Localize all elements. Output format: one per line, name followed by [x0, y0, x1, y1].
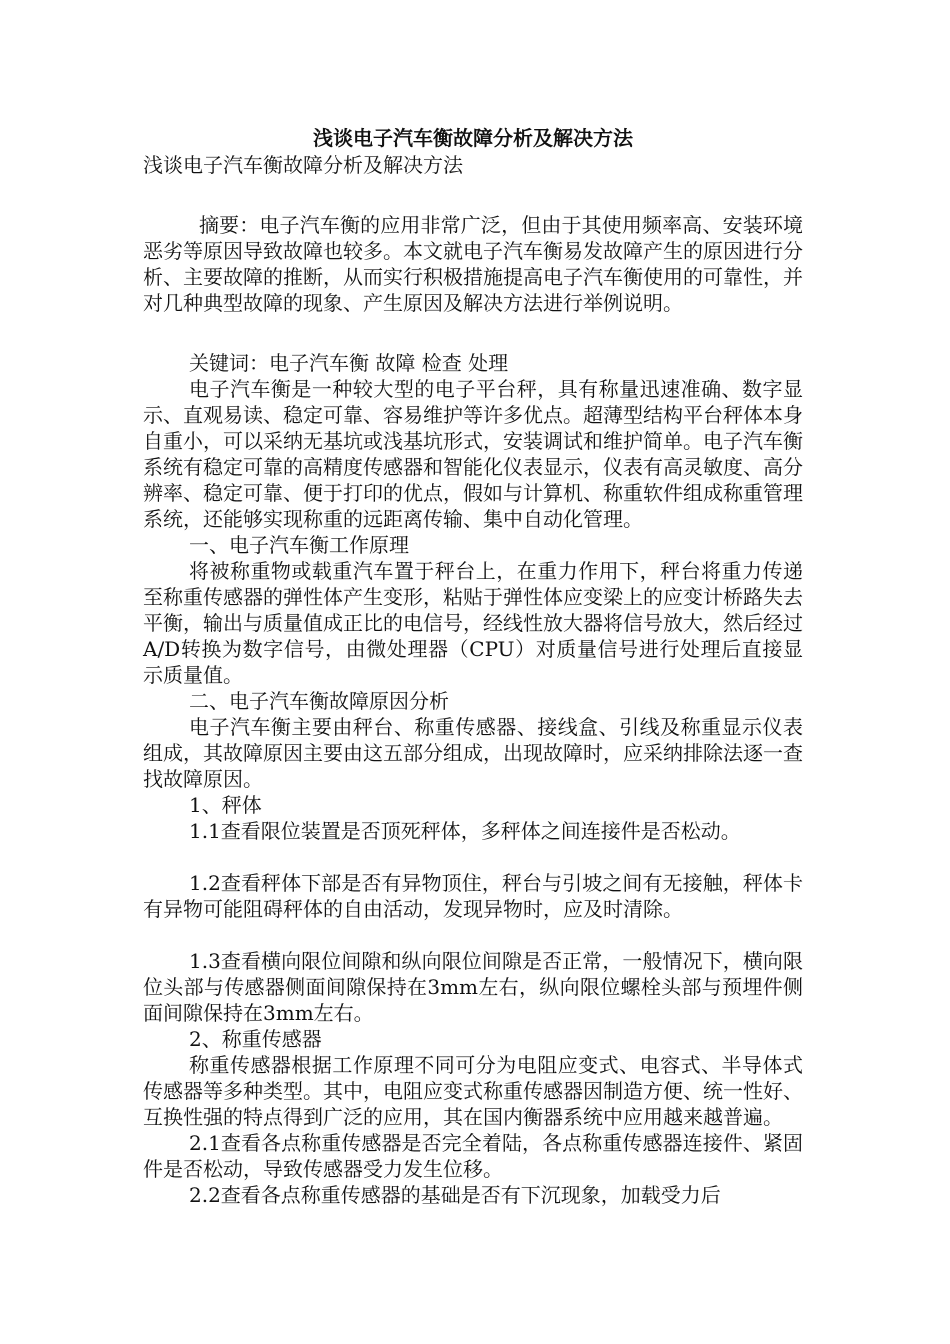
abstract-paragraph: 摘要：电子汽车衡的应用非常广泛，但由于其使用频率高、安装环境恶劣等原因导致故障也较多。本文就电子汽车衡易发故障产生的原因进行分析、主要故障的推断，从而实行积极措施提高电子汽车衡使用的可靠性，并对几种典型故障的现象、产生原因及解决方法进行举例说明。 [143, 213, 803, 315]
section-heading-fault-causes: 二、电子汽车衡故障原因分析 [189, 689, 449, 713]
list-item-1-1: 1.1查看限位装置是否顶死秤体，多秤体之间连接件是否松动。 [189, 819, 741, 843]
list-item-1-3: 1.3查看横向限位间隙和纵向限位间隙是否正常，一般情况下，横向限位头部与传感器侧面间隙保持在3mm左右，纵向限位螺栓头部与预埋件侧面间隙保持在3mm左右。 [143, 949, 803, 1025]
document-body [143, 124, 803, 1208]
section-heading-principle: 一、电子汽车衡工作原理 [189, 533, 409, 557]
list-item-2-1: 2.1查看各点称重传感器是否完全着陆，各点称重传感器连接件、紧固件是否松动，导致传感器受力发生位移。 [143, 1131, 803, 1181]
document-title: 浅谈电子汽车衡故障分析及解决方法 [313, 126, 633, 150]
intro-paragraph: 电子汽车衡是一种较大型的电子平台秤，具有称量迅速准确、数字显示、直观易读、稳定可靠、容易维护等许多优点。超薄型结构平台秤体本身自重小，可以采纳无基坑或浅基坑形式，安装调试和维护简单。电子汽车衡系统有稳定可靠的高精度传感器和智能化仪表显示，仪表有高灵敏度、高分辨率、稳定可靠、便于打印的优点，假如与计算机、称重软件组成称重管理系统，还能够实现称重的远距离传输、集中自动化管理。 [143, 377, 803, 531]
keywords-line: 关键词：电子汽车衡 故障 检查 处理 [189, 351, 509, 375]
subsection-heading-scale-body: 1、秤体 [189, 793, 262, 817]
subsection-heading-load-cell: 2、称重传感器 [189, 1027, 322, 1051]
list-item-1-2: 1.2查看秤体下部是否有异物顶住，秤台与引坡之间有无接触，秤体卡有异物可能阻碍秤体的自由活动，发现异物时，应及时清除。 [143, 871, 803, 921]
list-item-2-2: 2.2查看各点称重传感器的基础是否有下沉现象，加载受力后 [189, 1183, 721, 1207]
subsection-body-load-cell: 称重传感器根据工作原理不同可分为电阻应变式、电容式、半导体式传感器等多种类型。其中，电阻应变式称重传感器因制造方便、统一性好、互换性强的特点得到广泛的应用，其在国内衡器系统中应用越来越普遍。 [143, 1053, 803, 1129]
section-body-fault-causes: 电子汽车衡主要由秤台、称重传感器、接线盒、引线及称重显示仪表组成，其故障原因主要由这五部分组成，出现故障时，应采纳排除法逐一查找故障原因。 [143, 715, 803, 791]
section-body-principle: 将被称重物或载重汽车置于秤台上，在重力作用下，秤台将重力传递至称重传感器的弹性体产生变形，粘贴于弹性体应变梁上的应变计桥路失去平衡，输出与质量值成正比的电信号，经线性放大器将信号放大，然后经过A/D转换为数字信号，由微处理器（CPU）对质量信号进行处理后直接显示质量值。 [143, 559, 803, 687]
document-subtitle: 浅谈电子汽车衡故障分析及解决方法 [143, 153, 463, 177]
